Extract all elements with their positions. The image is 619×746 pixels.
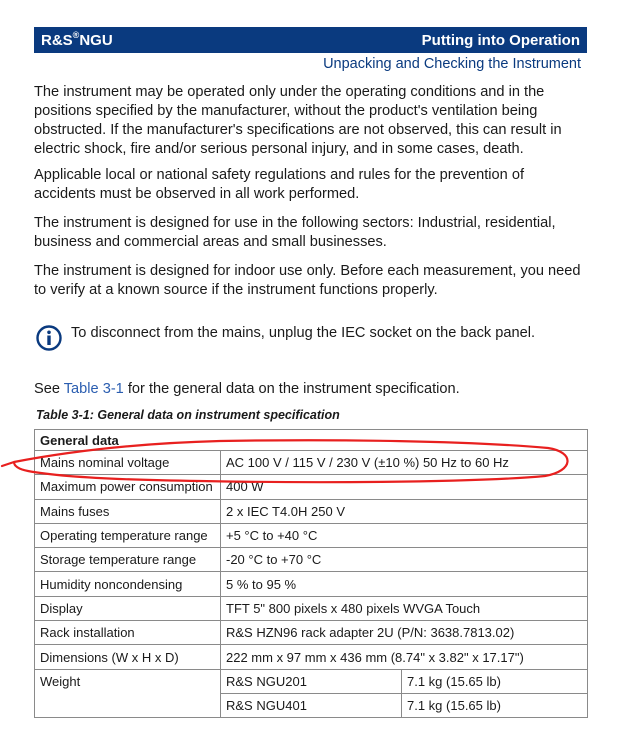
spec-label: Dimensions (W x H x D) [35,645,221,669]
spec-label: Storage temperature range [35,548,221,572]
table-row [35,621,588,645]
page-header [34,27,587,53]
spec-label: Mains nominal voltage [35,451,221,475]
note-text: To disconnect from the mains, unplug the IEC socket on the back panel. [71,325,536,341]
table-row [35,572,588,596]
spec-label: Humidity noncondensing [35,572,221,596]
weight-model: R&S NGU201 [221,669,402,693]
table-heading-row [35,430,588,451]
table-row [35,548,588,572]
spec-value: 222 mm x 97 mm x 436 mm (8.74" x 3.82" x 17.17") [221,645,588,669]
table-row [35,645,588,669]
spec-value: 400 W [221,475,588,499]
spec-label: Weight [35,669,221,718]
spec-value: 5 % to 95 % [221,572,588,596]
spec-value: -20 °C to +70 °C [221,548,588,572]
chapter-title: Putting into Operation [421,31,580,49]
table-heading: General data [35,430,588,451]
table-caption: Table 3-1: General data on instrument specification [36,408,340,422]
spec-value: AC 100 V / 115 V / 230 V (±10 %) 50 Hz to 60 Hz [221,451,588,475]
table-3-1-link[interactable]: Table 3-1 [63,381,124,397]
table-row [35,596,588,620]
spec-value: R&S HZN96 rack adapter 2U (P/N: 3638.7813.02) [221,621,588,645]
spec-label: Display [35,596,221,620]
weight-model: R&S NGU401 [221,693,402,717]
paragraph-sectors: The instrument is designed for use in the following sectors: Industrial, residential, business and commercial areas and small businesses. [34,215,556,250]
section-title: Unpacking and Checking the Instrument [323,56,581,72]
product-name: R&S®NGU [41,30,113,49]
weight-value: 7.1 kg (15.65 lb) [402,693,588,717]
paragraph-indoor-use: The instrument is designed for indoor use only. Before each measurement, you need to verify at a known source if the instrument functions properly. [34,263,581,298]
paragraph-operating-conditions: The instrument may be operated only under the operating conditions and in the positions specified by the manufacturer, without the product's ventilation being obstructed. If the manufacturer's specifications are not observed, this can result in electric shock, fire and/or serious personal injury, and in some cases, death. [34,84,562,157]
table-row [35,451,588,475]
table-row [35,669,588,693]
info-note [36,322,591,352]
spec-label: Mains fuses [35,499,221,523]
table-row [35,475,588,499]
weight-value: 7.1 kg (15.65 lb) [402,669,588,693]
spec-value: TFT 5" 800 pixels x 480 pixels WVGA Touch [221,596,588,620]
table-row [35,523,588,547]
spec-value: 2 x IEC T4.0H 250 V [221,499,588,523]
spec-value: +5 °C to +40 °C [221,523,588,547]
paragraph-safety-regulations: Applicable local or national safety regulations and rules for the prevention of accidents must be observed in all work performed. [34,167,525,202]
spec-label: Operating temperature range [35,523,221,547]
spec-table [34,429,588,718]
info-icon [36,325,62,351]
spec-label: Maximum power consumption [35,475,221,499]
see-table-sentence: See Table 3-1 for the general data on the instrument specification. [34,381,460,397]
spec-label: Rack installation [35,621,221,645]
table-row [35,499,588,523]
